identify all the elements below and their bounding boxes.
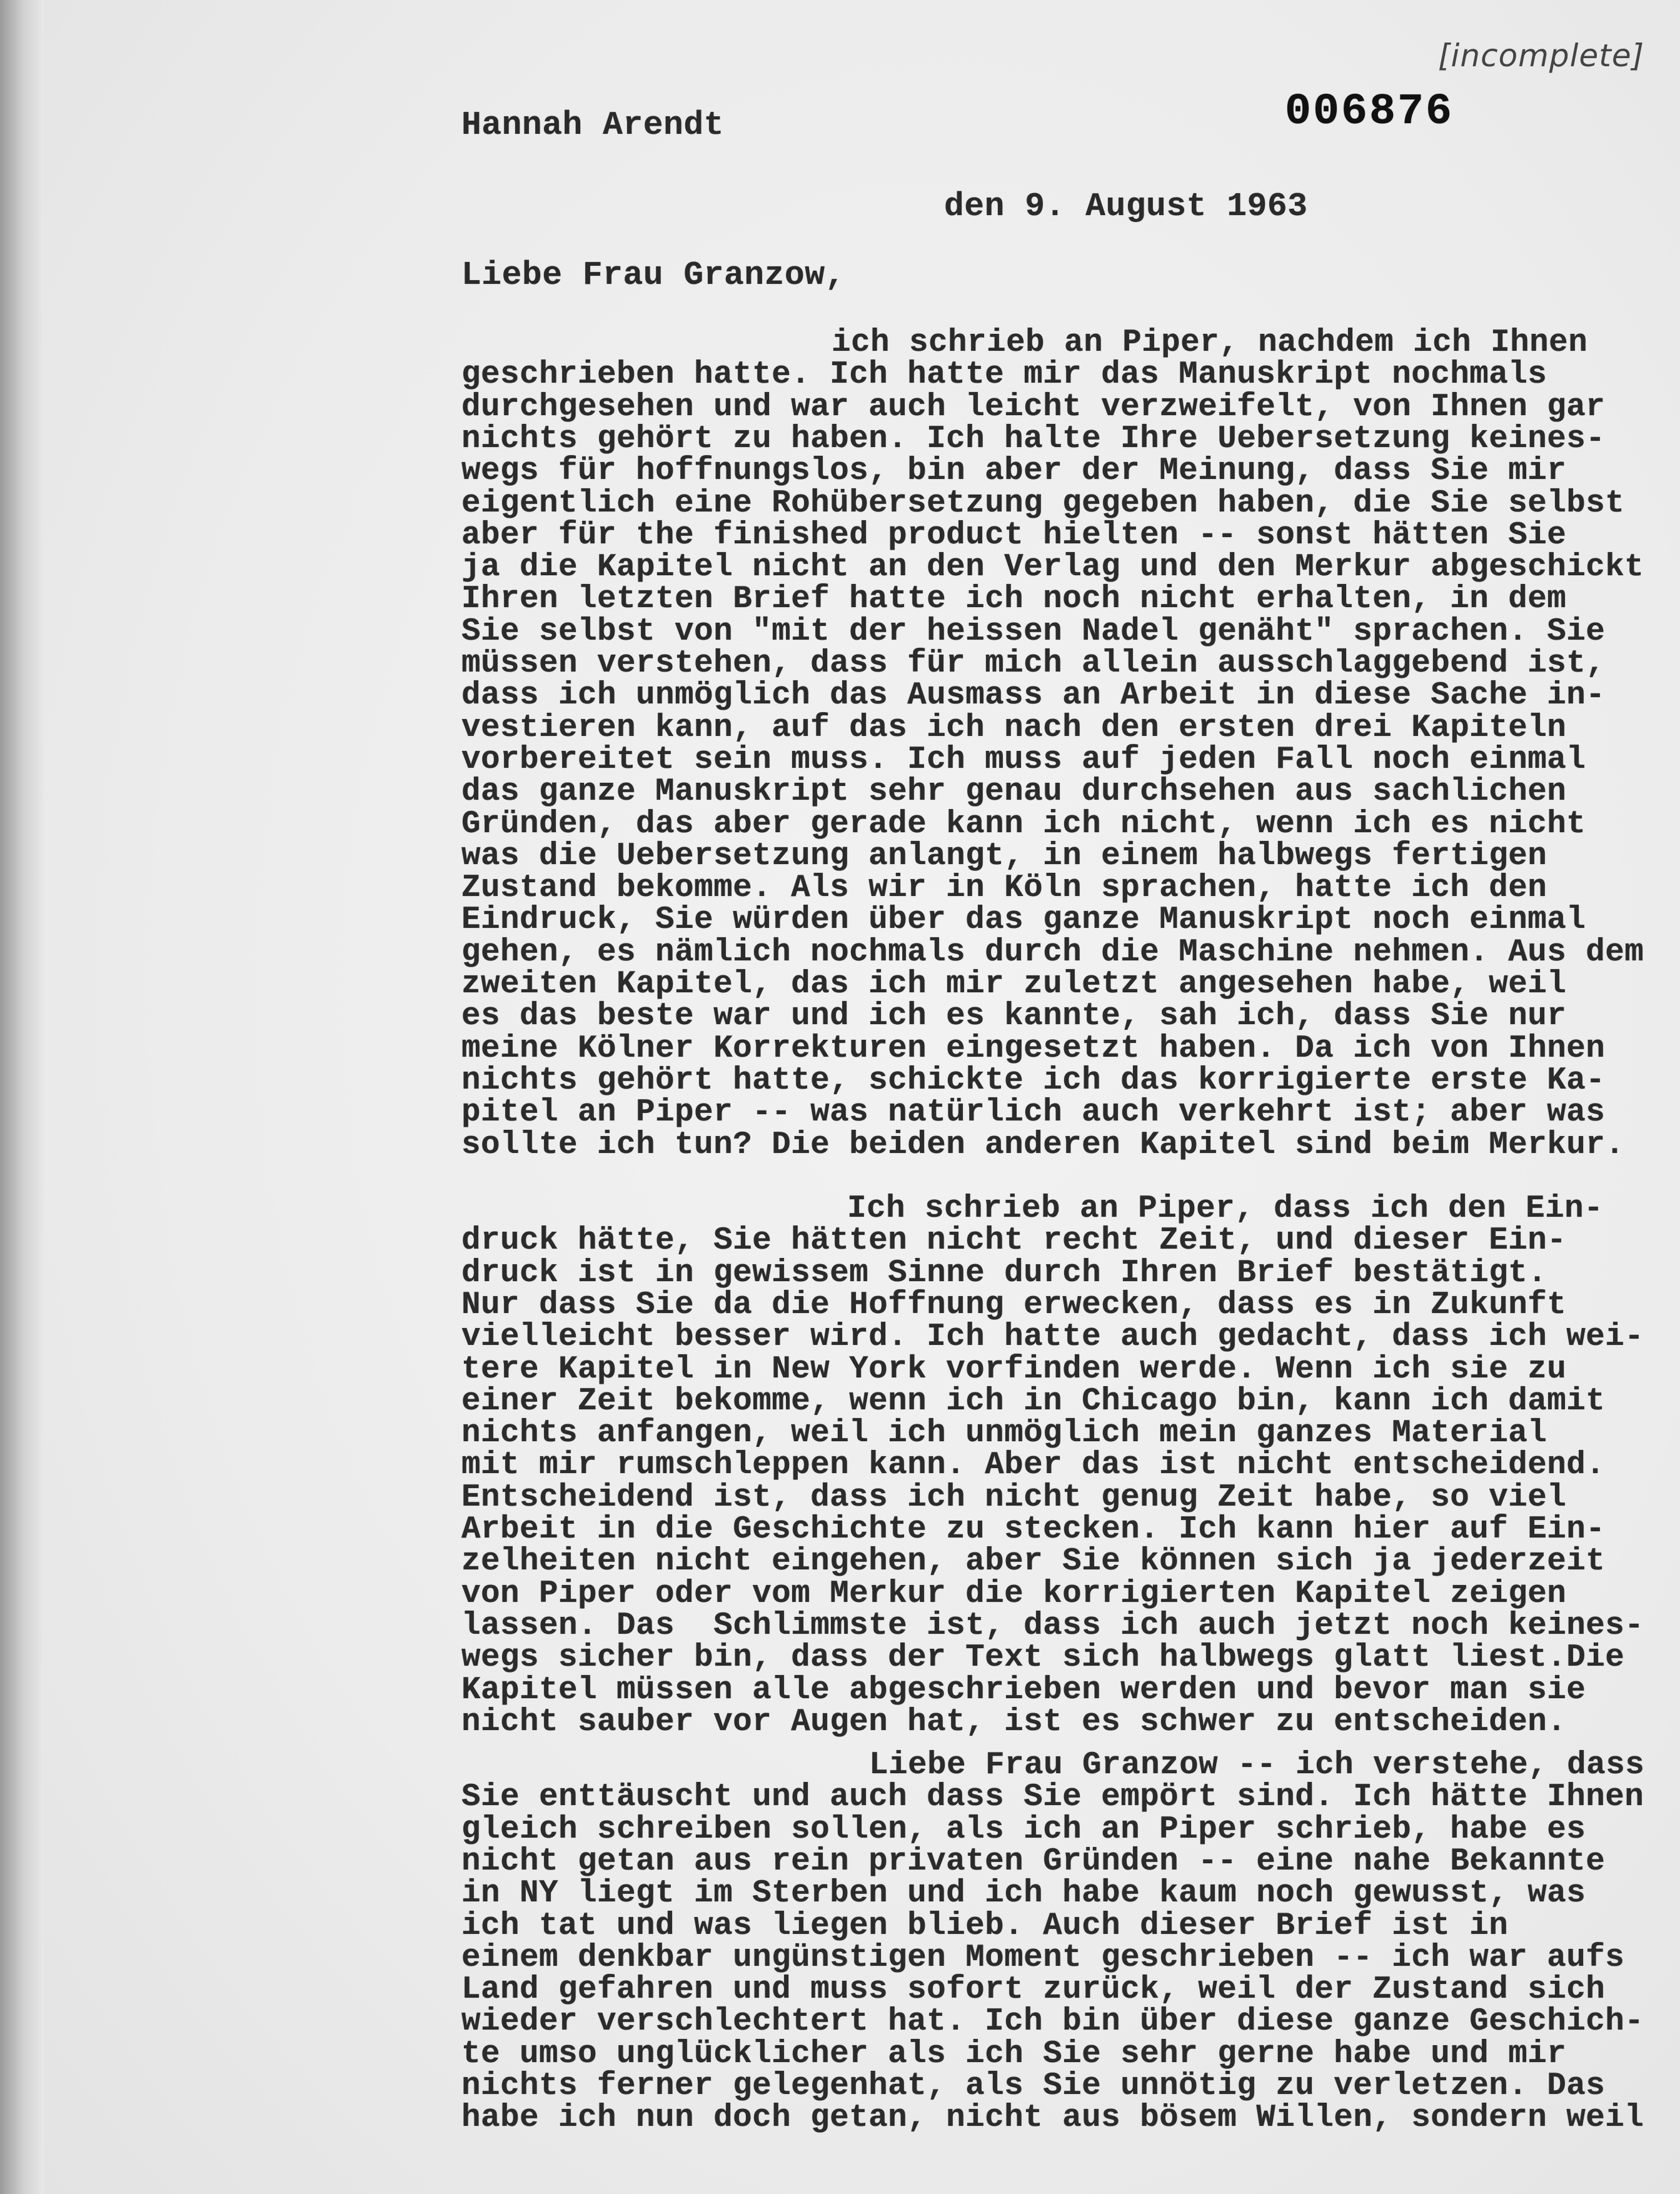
typed-line: tere Kapitel in New York vorfinden werde. Wenn ich sie zu [461,1351,1567,1387]
typed-line: nichts gehört hatte, schickte ich das korrigierte erste Ka- [461,1062,1606,1099]
typed-line: vestieren kann, auf das ich nach den ersten drei Kapiteln [461,710,1567,746]
typed-line: wegs für hoffnungslos, bin aber der Meinung, dass Sie mir [461,453,1567,490]
handwritten-annotation: [incomplete] [1438,38,1645,74]
typed-line: Gründen, das aber gerade kann ich nicht, wenn ich es nicht [461,806,1586,842]
typed-line: Arbeit in die Geschichte zu stecken. Ich kann hier auf Ein- [461,1512,1606,1547]
typed-line: ich schrieb an Piper, nachdem ich Ihnen [832,325,1588,361]
sender-name: Hannah Arendt [461,106,724,144]
salutation: Liebe Frau Granzow, [461,256,845,294]
typed-line: wieder verschlechtert hat. Ich bin über diese ganze Geschich- [461,2004,1644,2040]
typed-line: Eindruck, Sie würden über das ganze Manuskript noch einmal [461,902,1586,938]
typed-line: müssen verstehen, dass für mich allein ausschlaggebend ist, [461,646,1606,682]
typed-line: das ganze Manuskript sehr genau durchsehen aus sachlichen [461,774,1567,810]
typed-line: aber für the finished product hielten -- sonst hätten Sie [461,517,1567,553]
typed-line: Entscheidend ist, dass ich nicht genug Zeit habe, so viel [461,1479,1567,1516]
typed-line: vielleicht besser wird. Ich hatte auch gedacht, dass ich wei- [461,1319,1644,1356]
typed-line: ich tat und was liegen blieb. Auch dieser Brief ist in [461,1908,1509,1944]
typed-line: einer Zeit bekomme, wenn ich in Chicago bin, kann ich damit [461,1383,1606,1419]
typed-line: nichts anfangen, weil ich unmöglich mein ganzes Material [461,1416,1547,1452]
typed-line: pitel an Piper -- was natürlich auch verkehrt ist; aber was [461,1095,1606,1131]
typed-line: lassen. Das Schlimmste ist, dass ich auch jetzt noch keines- [461,1608,1644,1644]
typed-line: geschrieben hatte. Ich hatte mir das Manuskript nochmals [461,357,1547,393]
typed-line: nicht getan aus rein privaten Gründen -- eine nahe Bekannte [461,1843,1606,1879]
typed-line: von Piper oder vom Merkur die korrigierten Kapitel zeigen [461,1576,1567,1612]
typed-line: meine Kölner Korrekturen eingesetzt haben. Da ich von Ihnen [461,1030,1606,1067]
typed-line: nichts gehört zu haben. Ich halte Ihre Uebersetzung keines- [461,421,1606,457]
typed-line: habe ich nun doch getan, nicht aus bösem Willen, sondern weil [461,2100,1644,2136]
typed-line: Sie selbst von "mit der heissen Nadel genäht" sprachen. Sie [461,613,1606,650]
scan-edge-shadow [0,0,44,2194]
typed-line: was die Uebersetzung anlangt, in einem halbwegs fertigen [461,838,1547,874]
typed-line: sollte ich tun? Die beiden anderen Kapitel sind beim Merkur. [461,1127,1625,1163]
typed-line: Sie enttäuscht und auch dass Sie empört sind. Ich hätte Ihnen [461,1779,1644,1816]
typed-line: gehen, es nämlich nochmals durch die Maschine nehmen. Aus dem [461,934,1644,970]
typed-line: dass ich unmöglich das Ausmass an Arbeit in diese Sache in- [461,678,1606,714]
typed-line: nicht sauber vor Augen hat, ist es schwer zu entscheiden. [461,1704,1567,1740]
typed-line: mit mir rumschleppen kann. Aber das ist nicht entscheidend. [461,1447,1606,1484]
typed-line: zweiten Kapitel, das ich mir zuletzt angesehen habe, weil [461,967,1567,1002]
typed-line: druck ist in gewissem Sinne durch Ihren Brief bestätigt. [461,1255,1547,1291]
typed-line: druck hätte, Sie hätten nicht recht Zeit, und dieser Ein- [461,1223,1567,1259]
typed-line: Kapitel müssen alle abgeschrieben werden und bevor man sie [461,1672,1586,1708]
typed-line: gleich schreiben sollen, als ich an Piper schrieb, habe es [461,1811,1586,1848]
typed-line: zelheiten nicht eingehen, aber Sie können sich ja jederzeit [461,1544,1606,1580]
typed-line: eigentlich eine Rohübersetzung gegeben haben, die Sie selbst [461,485,1625,521]
document-number-stamp: 006876 [1285,88,1454,137]
typed-line: Ich schrieb an Piper, dass ich den Ein- [847,1191,1604,1227]
typed-line: te umso unglücklicher als ich Sie sehr gerne habe und mir [461,2036,1567,2072]
typed-line: Liebe Frau Granzow -- ich verstehe, dass [869,1748,1645,1783]
typed-line: vorbereitet sein muss. Ich muss auf jeden Fall noch einmal [461,742,1586,778]
typed-line: in NY liegt im Sterben und ich habe kaum noch gewusst, was [461,1876,1586,1912]
typed-line: nichts ferner gelegenhat, als Sie unnötig zu verletzen. Das [461,2068,1606,2104]
typed-line: einem denkbar ungünstigen Moment geschrieben -- ich war aufs [461,1940,1625,1976]
typed-line: durchgesehen und war auch leicht verzweifelt, von Ihnen gar [461,389,1606,425]
typed-line: es das beste war und ich es kannte, sah ich, dass Sie nur [461,999,1567,1035]
typed-line: Ihren letzten Brief hatte ich noch nicht erhalten, in dem [461,581,1567,618]
typed-line: wegs sicher bin, dass der Text sich halbwegs glatt liest.Die [461,1640,1625,1676]
typed-line: Nur dass Sie da die Hoffnung erwecken, dass es in Zukunft [461,1287,1567,1323]
typed-line: Zustand bekomme. Als wir in Köln sprachen, hatte ich den [461,870,1547,907]
letter-date: den 9. August 1963 [944,188,1308,225]
typed-line: ja die Kapitel nicht an den Verlag und den Merkur abgeschickt [461,550,1644,586]
typed-line: Land gefahren und muss sofort zurück, weil der Zustand sich [461,1972,1606,2008]
